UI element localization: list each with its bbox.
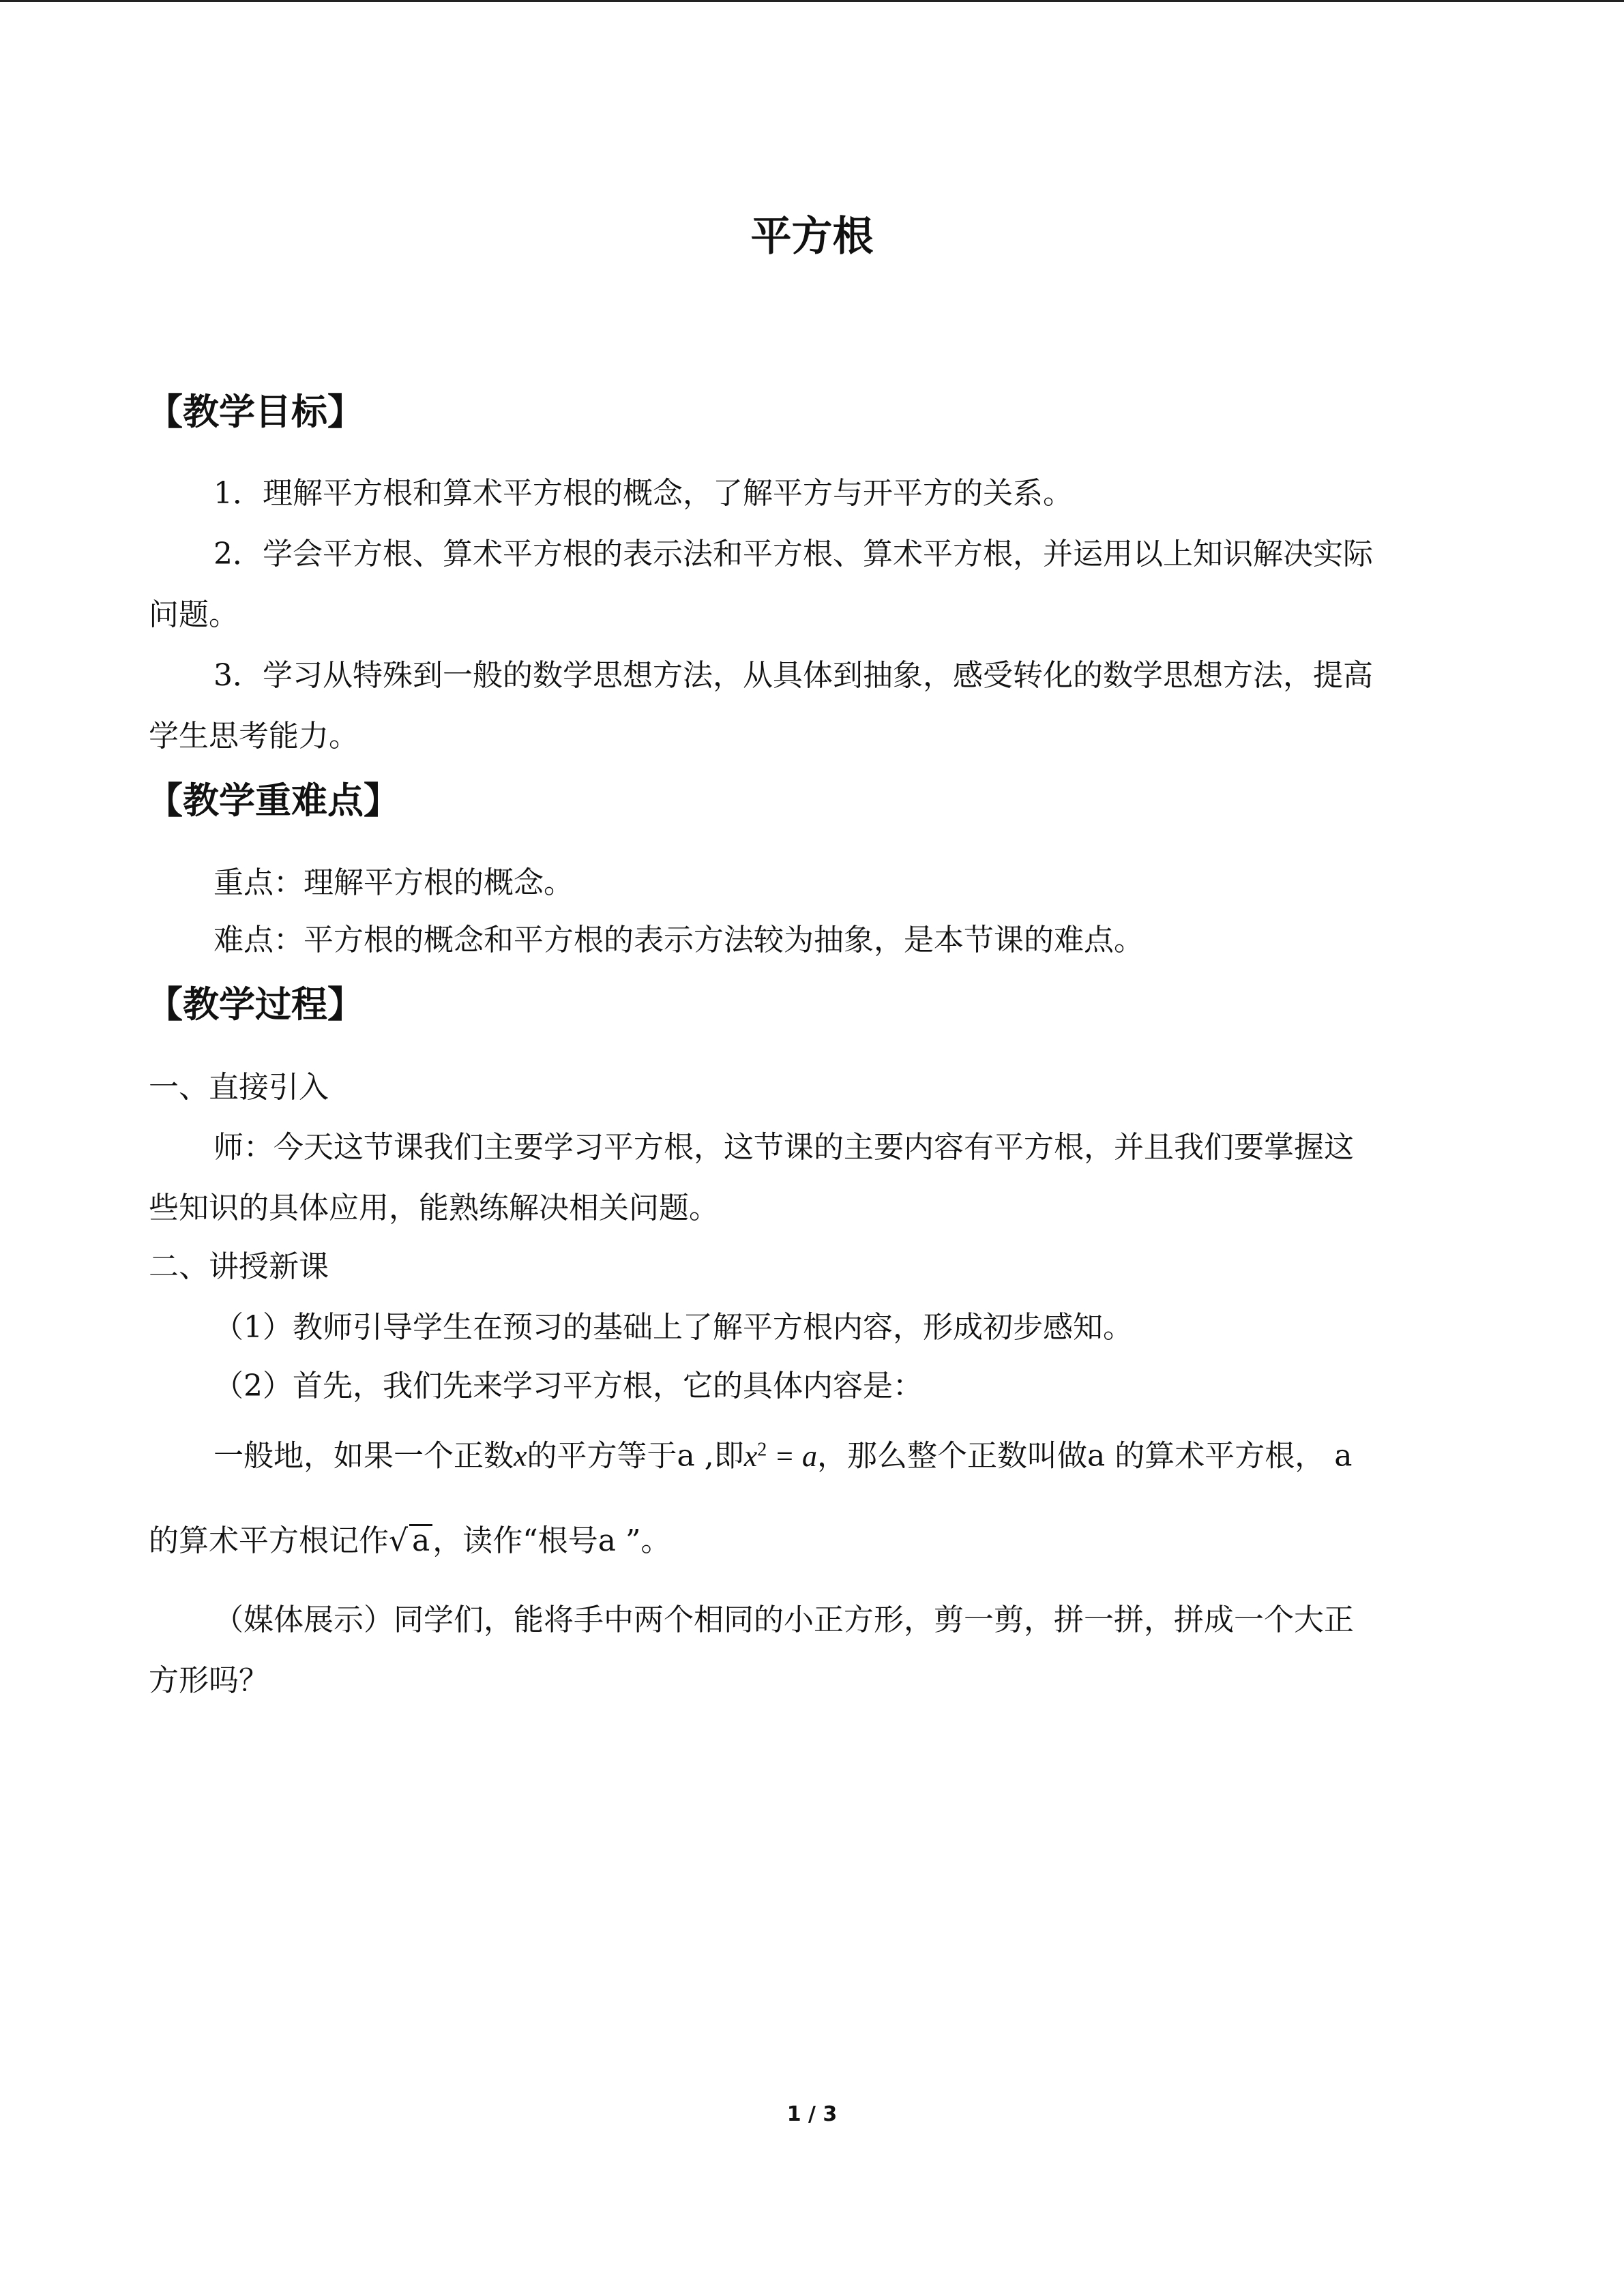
page-number: 1 / 3 bbox=[786, 2102, 838, 2126]
step-heading-2: 二、讲授新课 bbox=[149, 1249, 329, 1284]
definition-text-a: 一般地，如果一个正数 bbox=[213, 1438, 514, 1474]
key-point: 重点：理解平方根的概念。 bbox=[213, 865, 574, 900]
lesson-point-1: （1）教师引导学生在预习的基础上了解平方根内容，形成初步感知。 bbox=[213, 1310, 1133, 1345]
lesson-point-2: （2）首先，我们先来学习平方根，它的具体内容是： bbox=[213, 1369, 923, 1403]
page-title: 平方根 bbox=[750, 213, 874, 260]
objective-2: 2．学会平方根、算术平方根的表示法和平方根、算术平方根，并运用以上知识解决实际 bbox=[213, 537, 1373, 571]
definition-text-c: ，那么整个正数叫做a 的算术平方根， a bbox=[816, 1438, 1353, 1474]
teacher-intro: 师：今天这节课我们主要学习平方根，这节课的主要内容有平方根，并且我们要掌握这 bbox=[213, 1130, 1354, 1165]
equation bbox=[744, 1440, 817, 1473]
objective-2-cont: 问题。 bbox=[149, 597, 239, 632]
top-border bbox=[0, 0, 1624, 2]
equation-rest: = a bbox=[767, 1439, 817, 1473]
definition-text-e: ，读作“根号a ”。 bbox=[432, 1523, 671, 1558]
media-prompt-cont: 方形吗？ bbox=[149, 1663, 269, 1698]
definition-line-2 bbox=[149, 1524, 671, 1556]
sqrt-radicand: a bbox=[409, 1524, 432, 1556]
media-prompt: （媒体展示）同学们，能将手中两个相同的小正方形，剪一剪，拼一拼，拼成一个大正 bbox=[213, 1602, 1354, 1637]
objective-3: 3．学习从特殊到一般的数学思想方法，从具体到抽象，感受转化的数学思想方法，提高 bbox=[213, 658, 1373, 693]
definition-line-1 bbox=[213, 1440, 1352, 1472]
variable-x: x bbox=[514, 1439, 527, 1473]
definition-text-b: 的平方等于a ,即 bbox=[527, 1438, 744, 1474]
equation-x: x bbox=[743, 1439, 758, 1473]
sqrt-symbol: √ bbox=[389, 1523, 409, 1558]
equation-exponent: 2 bbox=[757, 1439, 767, 1460]
definition-text-d: 的算术平方根记作 bbox=[149, 1523, 389, 1558]
difficulty: 难点：平方根的概念和平方根的表示方法较为抽象，是本节课的难点。 bbox=[213, 923, 1144, 957]
section-heading-process: 【教学过程】 bbox=[147, 984, 364, 1026]
objective-3-cont: 学生思考能力。 bbox=[149, 719, 359, 754]
teacher-intro-cont: 些知识的具体应用，能熟练解决相关问题。 bbox=[149, 1191, 719, 1225]
section-heading-key-points: 【教学重难点】 bbox=[147, 780, 400, 822]
objective-1: 1．理解平方根和算术平方根的概念，了解平方与开平方的关系。 bbox=[213, 476, 1073, 511]
section-heading-objectives: 【教学目标】 bbox=[147, 391, 364, 433]
step-heading-1: 一、直接引入 bbox=[149, 1070, 329, 1105]
